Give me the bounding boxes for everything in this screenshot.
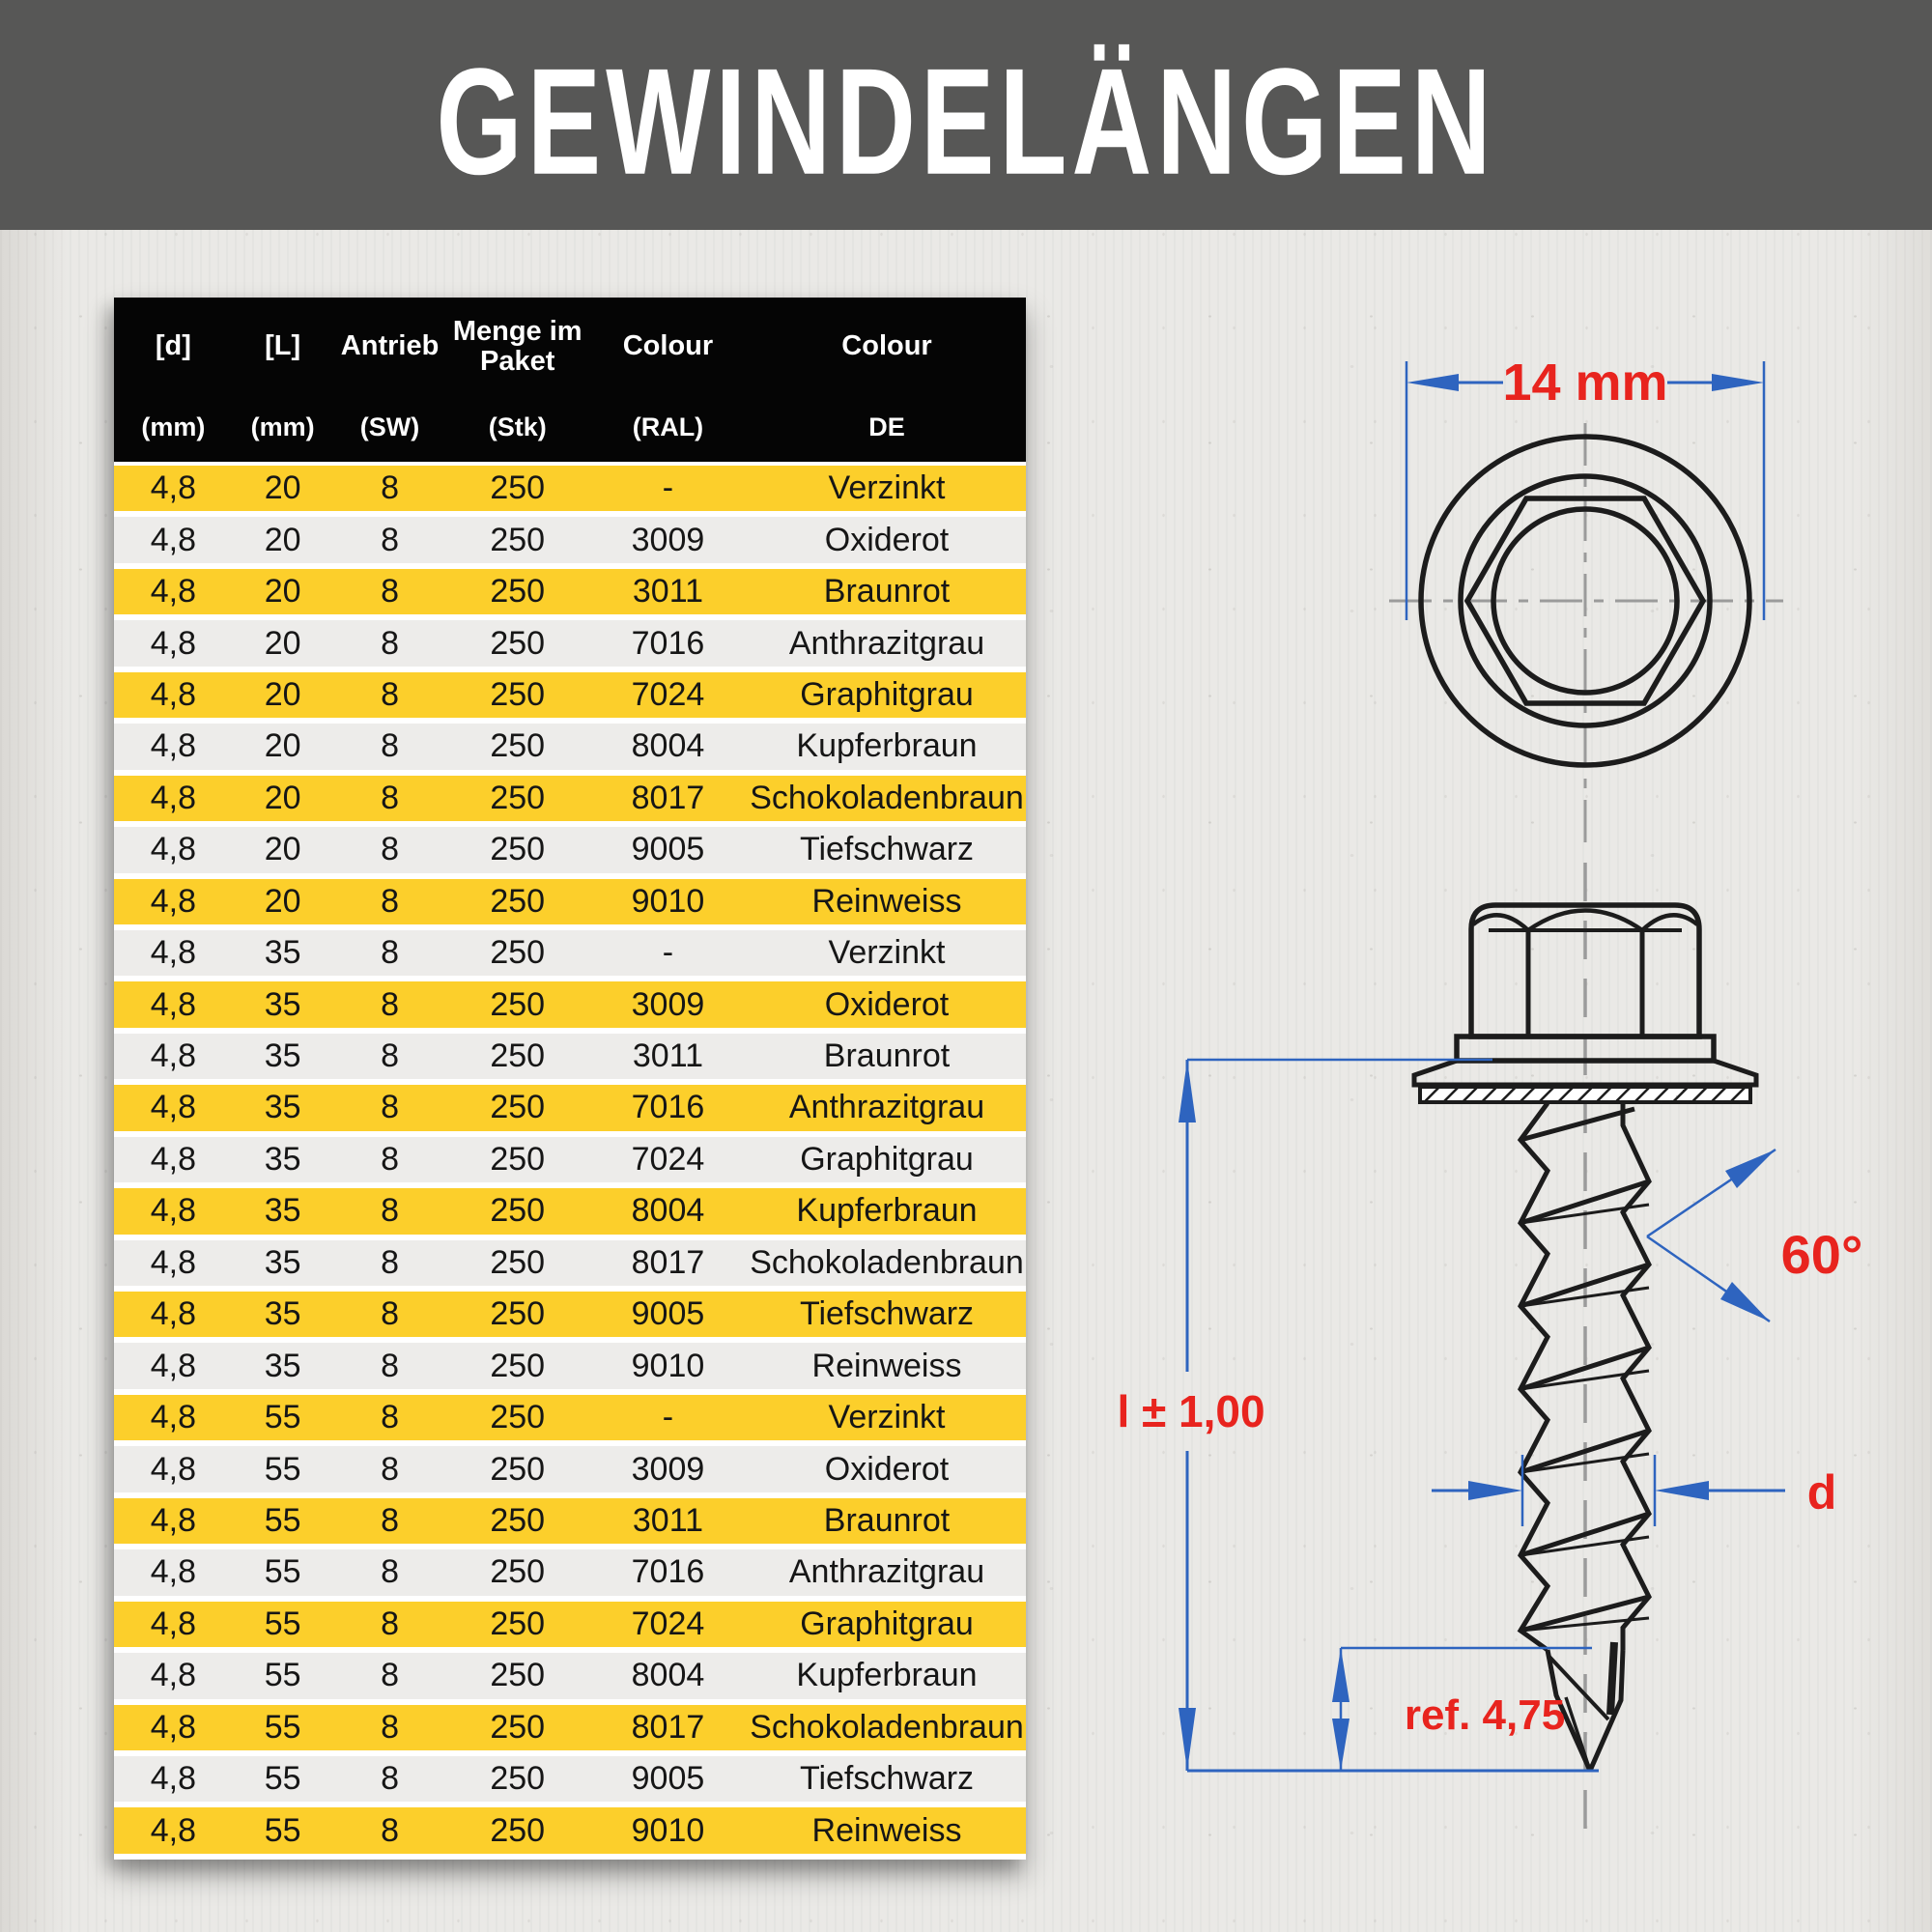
table-cell: 250 xyxy=(490,1089,546,1126)
spec-table xyxy=(114,298,1026,1860)
table-row xyxy=(114,1343,1026,1394)
table-cell: 9005 xyxy=(631,1295,705,1333)
table-cell: 20 xyxy=(264,469,301,507)
table-cell: 20 xyxy=(264,882,301,920)
table-cell: 4,8 xyxy=(150,1089,196,1126)
table-cell: 35 xyxy=(264,934,301,972)
table-cell: 55 xyxy=(264,1760,301,1798)
table-cell: 9010 xyxy=(631,882,705,920)
table-row xyxy=(114,776,1026,827)
table-cell: 4,8 xyxy=(150,1295,196,1333)
table-cell: 4,8 xyxy=(150,1553,196,1591)
table-cell: 55 xyxy=(264,1708,301,1746)
table-cell: 4,8 xyxy=(150,624,196,662)
table-cell: 4,8 xyxy=(150,779,196,816)
table-cell: 4,8 xyxy=(150,1243,196,1281)
table-cell: 55 xyxy=(264,1553,301,1591)
diameter-dimension-label: d xyxy=(1806,1465,1837,1520)
table-cell: Tiefschwarz xyxy=(799,1760,975,1798)
header-cell xyxy=(447,298,588,462)
header-cell xyxy=(114,298,233,462)
table-cell: Graphitgrau xyxy=(800,1605,974,1642)
table-row xyxy=(114,827,1026,878)
table-cell: 35 xyxy=(264,985,301,1023)
table-cell: 250 xyxy=(490,1605,546,1642)
table-cell: 20 xyxy=(264,675,301,713)
table-cell: 3009 xyxy=(631,985,705,1023)
table-cell: 55 xyxy=(264,1399,301,1436)
table-cell: 250 xyxy=(490,624,546,662)
angle-dimension-label: 60° xyxy=(1780,1224,1863,1285)
header-line1: [L] xyxy=(265,330,301,362)
angle-dimension xyxy=(1647,1150,1862,1321)
table-cell: 8 xyxy=(381,1399,399,1436)
table-cell: 250 xyxy=(490,1811,546,1849)
table-cell: 8 xyxy=(381,1450,399,1488)
table-cell: 8 xyxy=(381,1501,399,1539)
table-cell: Tiefschwarz xyxy=(799,1295,975,1333)
table-cell: Reinweiss xyxy=(811,882,962,920)
header-cell xyxy=(233,298,333,462)
table-cell: Graphitgrau xyxy=(800,675,974,713)
table-cell: 250 xyxy=(490,1243,546,1281)
table-cell: 4,8 xyxy=(150,934,196,972)
table-cell: 250 xyxy=(490,1708,546,1746)
table-row xyxy=(114,930,1026,981)
table-body xyxy=(114,462,1026,1860)
table-cell: 8 xyxy=(381,727,399,765)
side-view xyxy=(1414,863,1756,1833)
table-cell: Graphitgrau xyxy=(800,1140,974,1178)
table-row xyxy=(114,1240,1026,1292)
diameter-dimension xyxy=(1432,1455,1836,1526)
table-cell: 250 xyxy=(490,934,546,972)
table-row xyxy=(114,1653,1026,1704)
table-cell: 250 xyxy=(490,1140,546,1178)
table-cell: 7016 xyxy=(631,624,705,662)
table-cell: 8 xyxy=(381,779,399,816)
table-row xyxy=(114,1034,1026,1085)
table-cell: Verzinkt xyxy=(828,934,946,972)
table-cell: 8017 xyxy=(631,1243,705,1281)
table-cell: 8 xyxy=(381,1708,399,1746)
header-line1: Colour xyxy=(622,330,714,362)
table-cell: 20 xyxy=(264,779,301,816)
table-row xyxy=(114,1602,1026,1653)
table-cell: 8 xyxy=(381,469,399,507)
table-row xyxy=(114,466,1026,517)
table-cell: 35 xyxy=(264,1089,301,1126)
table-cell: 3011 xyxy=(632,1037,704,1075)
table-cell: 55 xyxy=(264,1811,301,1849)
table-cell: 7024 xyxy=(631,1605,705,1642)
table-cell: 8 xyxy=(381,1295,399,1333)
table-cell: 250 xyxy=(490,1760,546,1798)
table-row xyxy=(114,724,1026,775)
header-line1: Antrieb xyxy=(340,330,440,362)
table-cell: 9005 xyxy=(631,1760,705,1798)
table-cell: 250 xyxy=(490,727,546,765)
table-cell: 250 xyxy=(490,1553,546,1591)
table-cell: 20 xyxy=(264,727,301,765)
table-cell: 8 xyxy=(381,1089,399,1126)
table-cell: 250 xyxy=(490,675,546,713)
table-cell: 8 xyxy=(381,1140,399,1178)
table-cell: 8 xyxy=(381,1605,399,1642)
table-cell: 7024 xyxy=(631,675,705,713)
header-line2: (SW) xyxy=(359,412,420,441)
table-cell: 35 xyxy=(264,1295,301,1333)
table-cell: 4,8 xyxy=(150,469,196,507)
table-cell: 8 xyxy=(381,1811,399,1849)
table-cell: Kupferbraun xyxy=(796,1192,978,1230)
table-cell: 4,8 xyxy=(150,1501,196,1539)
table-header xyxy=(114,298,1026,462)
tip-dimension-label: ref. 4,75 xyxy=(1404,1691,1566,1739)
table-cell: 20 xyxy=(264,624,301,662)
table-cell: 250 xyxy=(490,469,546,507)
table-cell: 250 xyxy=(490,831,546,868)
table-cell: Oxiderot xyxy=(824,521,950,558)
table-cell: 20 xyxy=(264,831,301,868)
header-line2: (mm) xyxy=(250,412,315,441)
table-cell: 250 xyxy=(490,1037,546,1075)
table-cell: 8017 xyxy=(631,779,705,816)
header-line2: (mm) xyxy=(141,412,206,441)
table-cell: - xyxy=(662,934,674,972)
table-cell: Schokoladenbraun xyxy=(750,1243,1024,1281)
table-cell: 4,8 xyxy=(150,1192,196,1230)
table-cell: 250 xyxy=(490,1295,546,1333)
table-cell: 4,8 xyxy=(150,1708,196,1746)
length-dimension xyxy=(1117,1060,1599,1771)
table-cell: 4,8 xyxy=(150,882,196,920)
table-cell: 7016 xyxy=(631,1089,705,1126)
table-cell: 7024 xyxy=(631,1140,705,1178)
page-title: GEWINDELÄNGEN xyxy=(436,36,1496,207)
table-cell: 8 xyxy=(381,1553,399,1591)
table-cell: 4,8 xyxy=(150,1450,196,1488)
table-cell: 8 xyxy=(381,1760,399,1798)
table-cell: 3009 xyxy=(631,1450,705,1488)
table-cell: 8 xyxy=(381,573,399,611)
length-dimension-label: l ± 1,00 xyxy=(1117,1386,1265,1436)
table-cell: 8 xyxy=(381,1657,399,1694)
table-row xyxy=(114,1395,1026,1446)
width-dimension-label: 14 mm xyxy=(1502,354,1668,412)
table-cell: 20 xyxy=(264,521,301,558)
table-cell: 250 xyxy=(490,1501,546,1539)
table-cell: 9005 xyxy=(631,831,705,868)
table-cell: Braunrot xyxy=(823,1037,951,1075)
table-cell: 8 xyxy=(381,1347,399,1384)
table-row xyxy=(114,1549,1026,1601)
table-cell: 3009 xyxy=(631,521,705,558)
table-cell: 4,8 xyxy=(150,573,196,611)
table-cell: 4,8 xyxy=(150,1605,196,1642)
seal-washer-hatched xyxy=(1420,1087,1750,1102)
table-cell: Tiefschwarz xyxy=(799,831,975,868)
table-cell: 4,8 xyxy=(150,1140,196,1178)
table-cell: 9010 xyxy=(631,1811,705,1849)
table-cell: 250 xyxy=(490,1192,546,1230)
table-cell: 4,8 xyxy=(150,521,196,558)
table-row xyxy=(114,1085,1026,1136)
table-cell: Braunrot xyxy=(823,573,951,611)
header-cell xyxy=(588,298,748,462)
table-row xyxy=(114,1756,1026,1807)
table-row xyxy=(114,1188,1026,1239)
table-row xyxy=(114,981,1026,1033)
table-row xyxy=(114,569,1026,620)
table-cell: 8004 xyxy=(631,727,705,765)
table-row xyxy=(114,1292,1026,1343)
table-cell: 8 xyxy=(381,1243,399,1281)
table-cell: 4,8 xyxy=(150,1037,196,1075)
table-row xyxy=(114,620,1026,671)
table-cell: 8 xyxy=(381,624,399,662)
table-cell: Oxiderot xyxy=(824,1450,950,1488)
table-cell: Reinweiss xyxy=(811,1347,962,1384)
table-cell: Reinweiss xyxy=(811,1811,962,1849)
table-cell: Anthrazitgrau xyxy=(788,624,985,662)
table-row xyxy=(114,517,1026,568)
table-cell: 35 xyxy=(264,1192,301,1230)
table-cell: 8 xyxy=(381,675,399,713)
table-cell: 250 xyxy=(490,779,546,816)
table-cell: Kupferbraun xyxy=(796,727,978,765)
table-cell: 8 xyxy=(381,934,399,972)
table-cell: 4,8 xyxy=(150,985,196,1023)
table-cell: 7016 xyxy=(631,1553,705,1591)
table-cell: 35 xyxy=(264,1140,301,1178)
table-row xyxy=(114,1446,1026,1497)
table-row xyxy=(114,1498,1026,1549)
table-cell: 250 xyxy=(490,1657,546,1694)
table-cell: 250 xyxy=(490,1399,546,1436)
top-view xyxy=(1389,423,1783,850)
header-line1: [d] xyxy=(155,330,191,362)
technical-drawing xyxy=(1043,270,1932,1893)
table-cell: 8 xyxy=(381,521,399,558)
table-cell: 8 xyxy=(381,1037,399,1075)
table-cell: 8 xyxy=(381,831,399,868)
table-cell: 55 xyxy=(264,1605,301,1642)
table-cell: 55 xyxy=(264,1657,301,1694)
header-line1: Colour xyxy=(841,330,932,362)
table-cell: 35 xyxy=(264,1037,301,1075)
table-cell: 35 xyxy=(264,1347,301,1384)
table-cell: 250 xyxy=(490,882,546,920)
table-cell: 4,8 xyxy=(150,1760,196,1798)
table-cell: - xyxy=(662,469,674,507)
header-line2: DE xyxy=(868,412,905,441)
table-cell: 4,8 xyxy=(150,1811,196,1849)
table-cell: 35 xyxy=(264,1243,301,1281)
table-cell: Schokoladenbraun xyxy=(750,1708,1024,1746)
table-row xyxy=(114,1705,1026,1756)
table-cell: 4,8 xyxy=(150,1657,196,1694)
table-cell: 9010 xyxy=(631,1347,705,1384)
table-cell: 3011 xyxy=(632,1501,704,1539)
table-cell: Verzinkt xyxy=(828,1399,946,1436)
header-cell xyxy=(748,298,1026,462)
table-cell: 8004 xyxy=(631,1657,705,1694)
table-cell: 4,8 xyxy=(150,675,196,713)
table-cell: 8 xyxy=(381,985,399,1023)
table-cell: 4,8 xyxy=(150,727,196,765)
table-cell: 8 xyxy=(381,1192,399,1230)
table-cell: Kupferbraun xyxy=(796,1657,978,1694)
table-cell: 4,8 xyxy=(150,1399,196,1436)
table-cell: 8004 xyxy=(631,1192,705,1230)
table-cell: 55 xyxy=(264,1450,301,1488)
table-cell: 250 xyxy=(490,985,546,1023)
table-cell: Verzinkt xyxy=(828,469,946,507)
table-cell: 20 xyxy=(264,573,301,611)
table-row xyxy=(114,672,1026,724)
table-cell: 250 xyxy=(490,573,546,611)
table-row xyxy=(114,879,1026,930)
table-cell: Anthrazitgrau xyxy=(788,1553,985,1591)
table-cell: - xyxy=(662,1399,674,1436)
table-cell: Anthrazitgrau xyxy=(788,1089,985,1126)
header-line2: (RAL) xyxy=(632,412,704,441)
table-cell: 8017 xyxy=(631,1708,705,1746)
table-cell: 3011 xyxy=(632,573,704,611)
table-cell: 4,8 xyxy=(150,831,196,868)
table-cell: 55 xyxy=(264,1501,301,1539)
table-cell: 250 xyxy=(490,521,546,558)
table-cell: 4,8 xyxy=(150,1347,196,1384)
table-cell: Schokoladenbraun xyxy=(750,779,1024,816)
table-row xyxy=(114,1807,1026,1859)
table-row xyxy=(114,1137,1026,1188)
table-cell: Oxiderot xyxy=(824,985,950,1023)
header-banner xyxy=(0,0,1932,230)
table-cell: 250 xyxy=(490,1450,546,1488)
table-cell: 250 xyxy=(490,1347,546,1384)
header-line1: Menge im Paket xyxy=(452,315,582,377)
header-cell xyxy=(333,298,447,462)
table-cell: Braunrot xyxy=(823,1501,951,1539)
table-cell: 8 xyxy=(381,882,399,920)
header-line2: (Stk) xyxy=(488,412,547,441)
